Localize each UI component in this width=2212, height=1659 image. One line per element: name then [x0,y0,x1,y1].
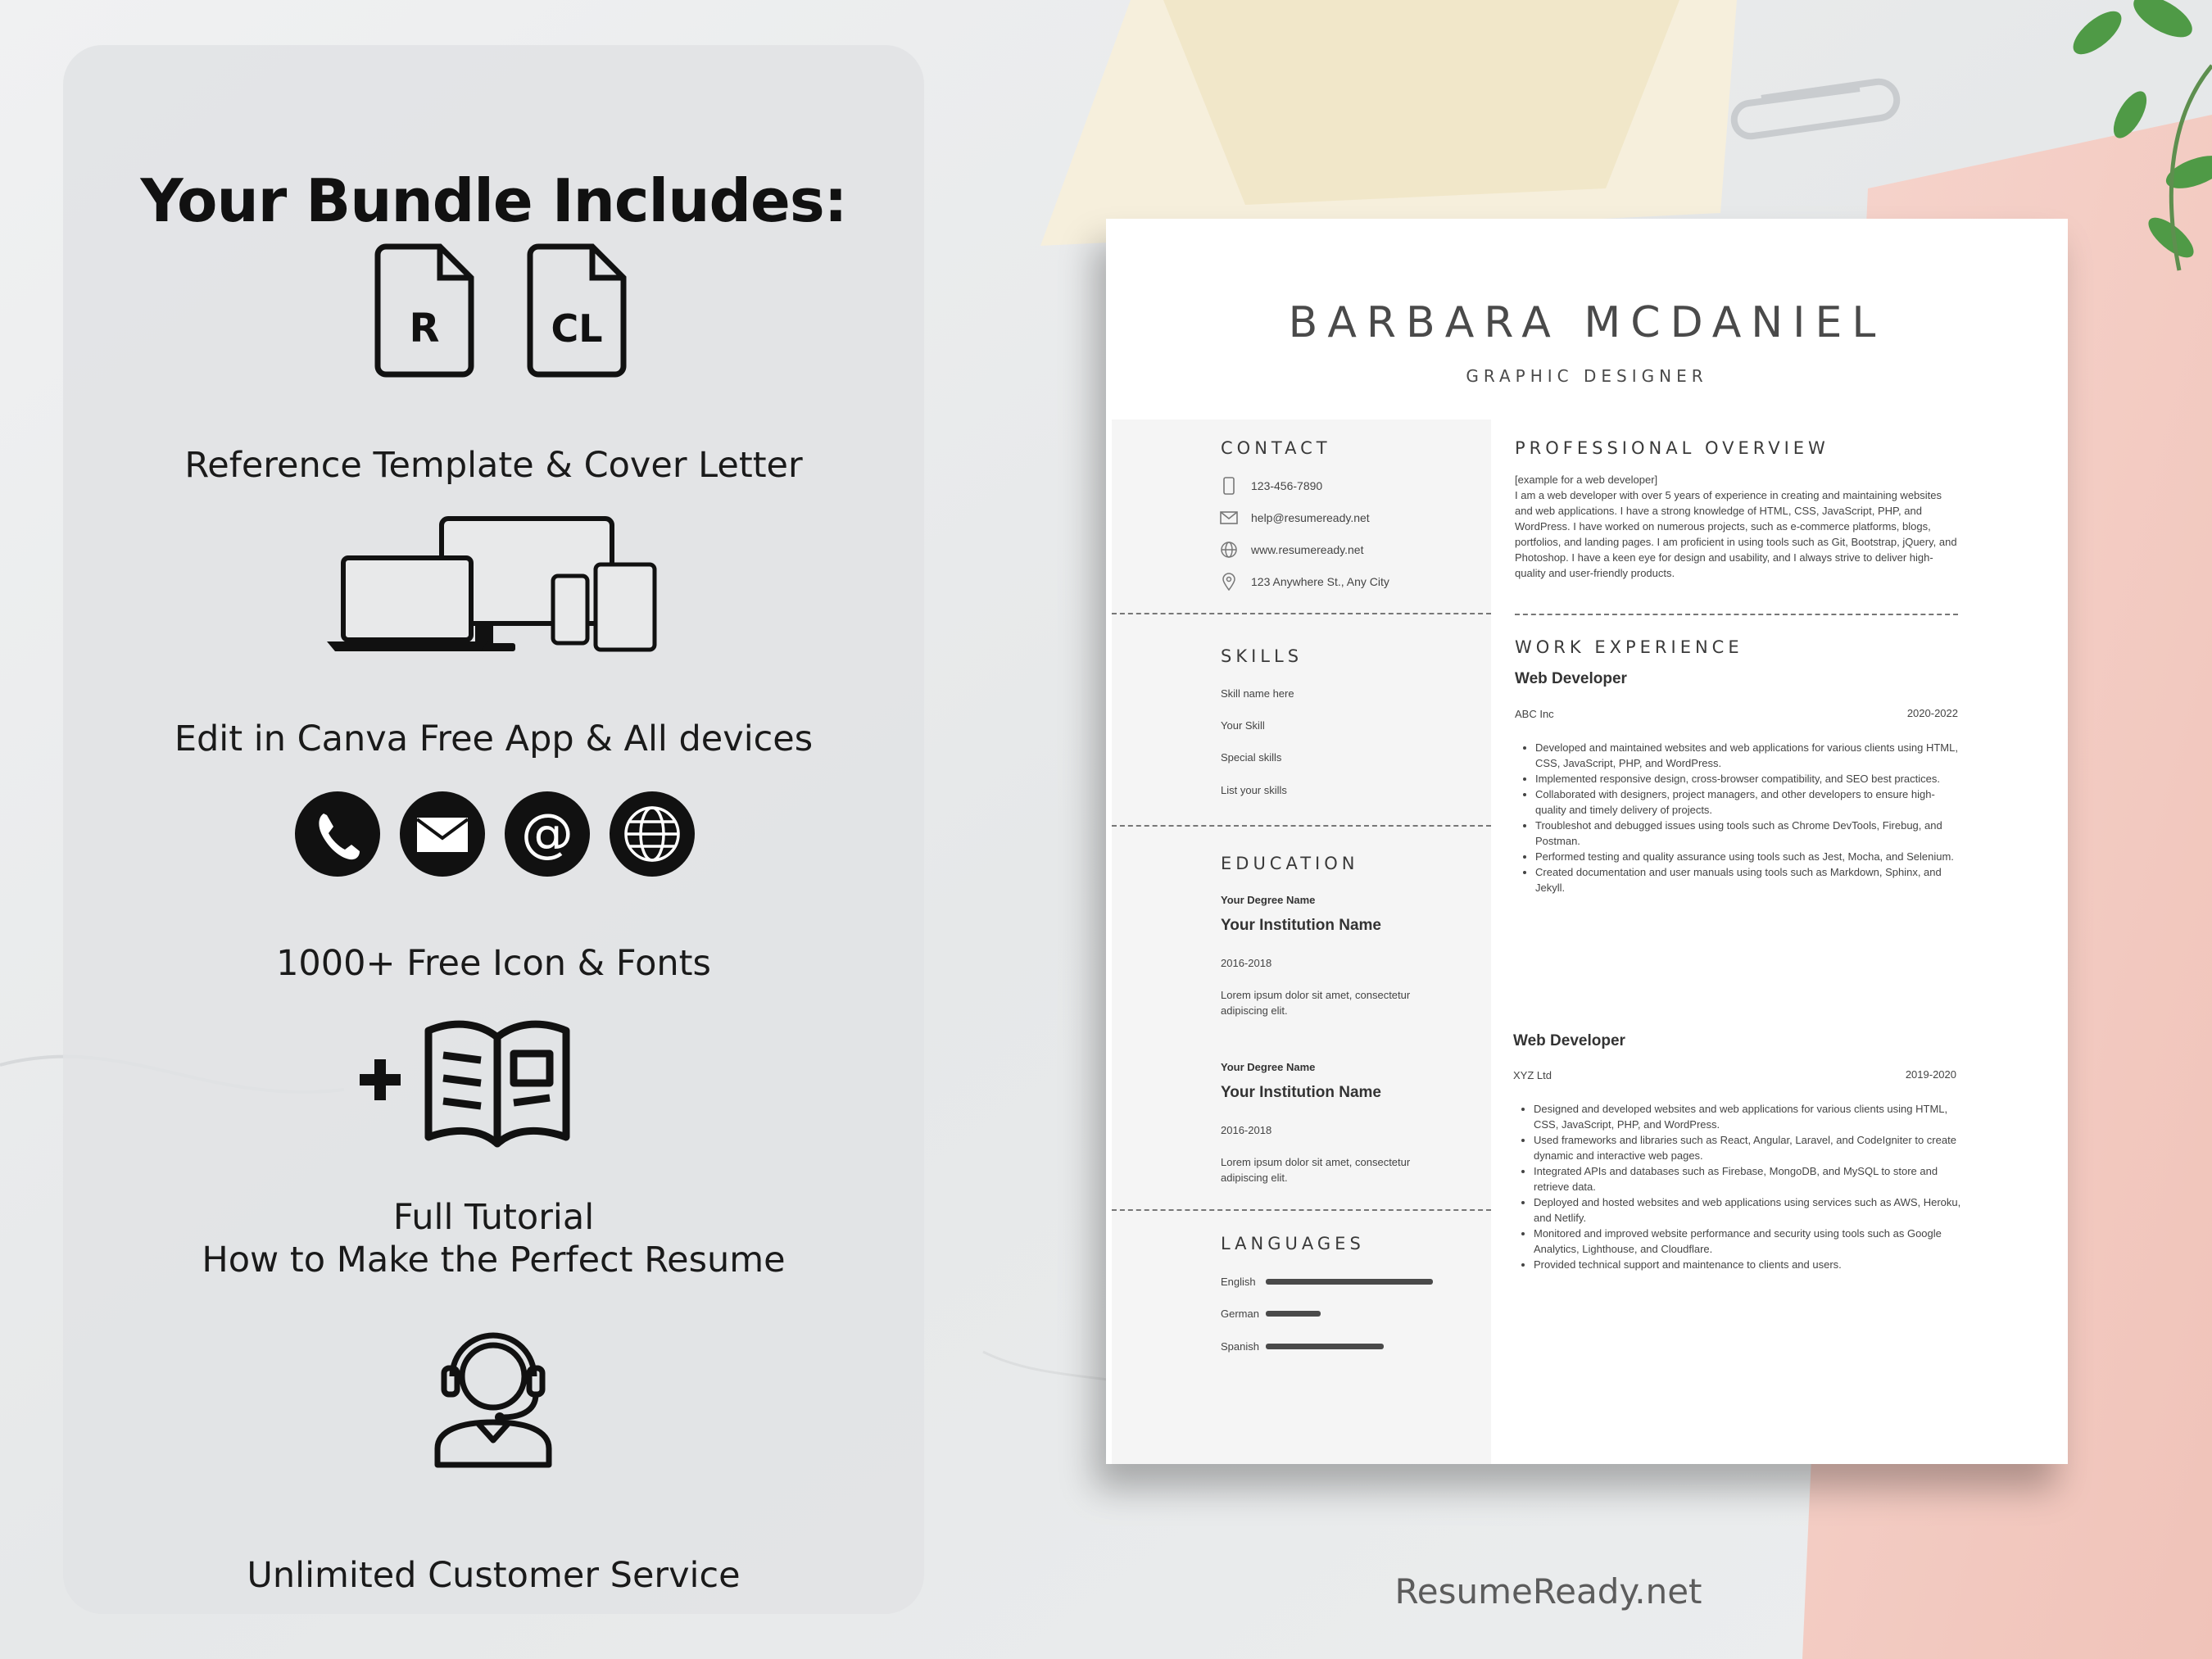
phone-icon [295,791,380,877]
job-dates: 2019-2020 [1905,1068,1956,1081]
job-bullet: • Used frameworks and libraries such as React, Angular, Laravel, and CodeIgniter to create dynamic and interactive web pages. [1534,1132,1968,1163]
job-company: ABC Inc [1515,708,1554,720]
overview-text: I am a web developer with over 5 years of experience in creating and maintaining websites and web applications. I have a strong knowledge of HTML, CSS, JavaScript, PHP, and WordPress. I have worked on numerous projects, such as e-commerce platforms, blogs, portfolios, and landing pages. I am proficient in using tools such as Git, Bootstrap, jQuery, and Photoshop. I have a keen eye for design and usability, and I always strive to deliver high-quality and user-friendly products. [1515,489,1957,579]
job-bullet: • Performed testing and quality assurance using tools such as Jest, Mocha, and Selenium. [1535,849,1961,864]
resume-role: GRAPHIC DESIGNER [1466,366,1708,386]
envelope-icon [1218,507,1240,528]
contact-address-text: 123 Anywhere St., Any City [1251,575,1389,588]
education-institution: Your Institution Name [1221,1084,1381,1101]
education-heading: EDUCATION [1221,854,1359,873]
contact-icons [292,789,702,879]
plus-icon [360,1059,401,1100]
language-name: Spanish [1221,1339,1259,1353]
job-bullet: • Developed and maintained websites and web applications for various clients using HTML, CSS, JavaScript, PHP, and WordPress. [1535,740,1961,771]
education-degree: Your Degree Name [1221,1061,1316,1073]
skill-item: Skill name here [1221,687,1294,700]
language-level-bar [1266,1311,1321,1317]
language-row [1221,1273,1433,1290]
job-bullet: • Troubleshot and debugged issues using tools such as Chrome DevTools, Firebug, and Postman. [1535,818,1961,849]
education-description: Lorem ipsum dolor sit amet, consectetur adipiscing elit. [1221,1156,1411,1184]
file-icons [366,243,645,383]
education-years: 2016-2018 [1221,1124,1272,1136]
experience-heading: WORK EXPERIENCE [1515,637,1743,657]
job-bullet: • Created documentation and user manuals using tools such as Markdown, Sphinx, and Jekyll. [1535,864,1961,895]
skill-item: Special skills [1221,751,1282,764]
mobile-phone-icon [1218,475,1240,496]
job-bullet: • Designed and developed websites and web applications for various clients using HTML, CSS, JavaScript, PHP, and WordPress. [1534,1101,1968,1132]
job-bullet: • Deployed and hosted websites and web applications using services such as AWS, Heroku, and Netlify. [1534,1194,1968,1226]
feature-label-templates: Reference Template & Cover Letter [184,445,803,486]
skills-heading: SKILLS [1221,646,1303,666]
feature-label-canva: Edit in Canva Free App & All devices [174,718,814,759]
tutorial-icons [358,1014,637,1154]
contact-address [1218,571,1389,592]
education-years: 2016-2018 [1221,957,1272,969]
headset-agent-icon [428,1326,559,1470]
contact-heading: CONTACT [1221,438,1331,458]
language-name: English [1221,1275,1256,1288]
resume-name: BARBARA MCDANIEL [1288,298,1886,347]
job-bullet: • Implemented responsive design, cross-browser compatibility, and SEO best practices. [1535,771,1961,786]
book-icon [428,1024,566,1144]
language-row [1221,1338,1384,1354]
language-level-bar [1266,1279,1433,1285]
education-description: Lorem ipsum dolor sit amet, consectetur adipiscing elit. [1221,989,1411,1017]
education-degree: Your Degree Name [1221,894,1316,906]
sidebar-divider [1112,1209,1491,1211]
panel-title: Your Bundle Includes: [140,166,847,235]
feature-label-tutorial-line1: Full Tutorial [392,1197,595,1238]
skill-item: List your skills [1221,784,1287,796]
bundle-panel [63,45,924,1614]
map-pin-icon [1218,571,1240,592]
skill-item: Your Skill [1221,719,1265,732]
feature-label-tutorial-line2: How to Make the Perfect Resume [202,1240,786,1281]
language-row [1221,1305,1321,1321]
job-bullets [1514,1101,1968,1272]
contact-website-text: www.resumeready.net [1251,543,1364,556]
job-bullet: • Provided technical support and maintenance to clients and users. [1534,1257,1968,1272]
cover-letter-file-letter: CL [551,306,603,351]
job-bullet: • Collaborated with designers, project managers, and other developers to ensure high-quality and timely delivery of projects. [1535,786,1961,818]
contact-email [1218,507,1370,528]
at-sign-icon [505,791,590,877]
job-title: Web Developer [1513,1032,1625,1049]
resume-document [1106,219,2068,1464]
mail-icon [400,791,485,877]
svg-text:@: @ [521,804,573,864]
sidebar-divider [1112,613,1491,614]
contact-email-text: help@resumeready.net [1251,511,1370,524]
job-title: Web Developer [1515,670,1627,687]
brand-footer: ResumeReady.net [1394,1571,1702,1611]
resume-file-letter: R [409,306,440,351]
globe-icon [1218,539,1240,560]
language-name: German [1221,1307,1259,1320]
job-bullet: • Monitored and improved website performance and security using tools such as Google Analytics, Lighthouse, and Cloudflare. [1534,1226,1968,1257]
feature-label-icons-fonts: 1000+ Free Icon & Fonts [276,943,711,984]
education-institution: Your Institution Name [1221,917,1381,934]
language-level-bar [1266,1344,1384,1349]
overview-note: [example for a web developer] [1515,474,1658,486]
contact-website [1218,539,1363,560]
sidebar-divider [1112,825,1491,827]
contact-phone [1218,475,1322,496]
envelope-flap [1163,0,1679,205]
job-bullet: • Integrated APIs and databases such as Firebase, MongoDB, and MySQL to store and retrieve data. [1534,1163,1968,1194]
main-divider [1515,614,1958,615]
feature-label-customer-service: Unlimited Customer Service [247,1555,741,1596]
job-company: XYZ Ltd [1513,1069,1552,1081]
languages-heading: LANGUAGES [1221,1234,1365,1253]
overview-heading: PROFESSIONAL OVERVIEW [1515,438,1829,458]
devices-icon [324,514,668,661]
job-bullets [1516,740,1961,895]
contact-phone-text: 123-456-7890 [1251,479,1323,492]
job-dates: 2020-2022 [1906,707,1958,719]
globe-icon [610,791,695,877]
